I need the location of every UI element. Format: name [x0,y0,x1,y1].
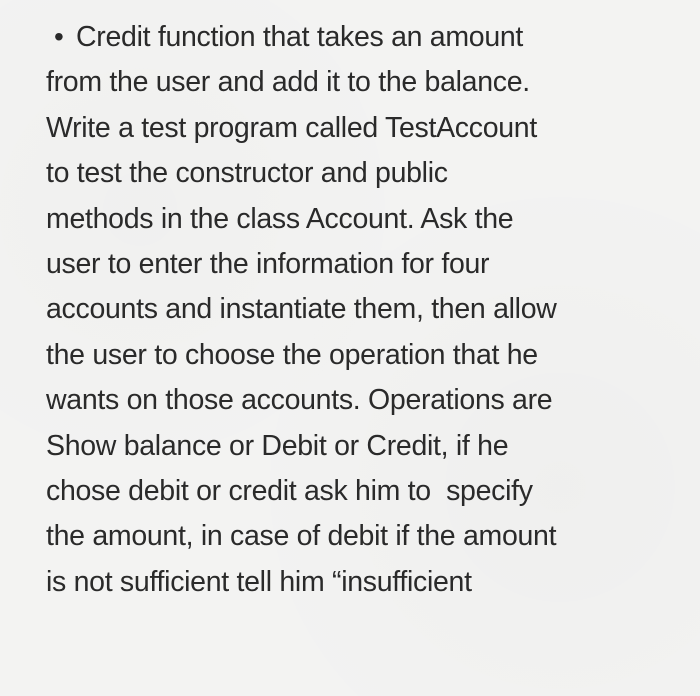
text-line-1 [46,14,686,60]
text-line-6: user to enter the information for four [46,248,490,281]
text-line-4: to test the constructor and public [46,157,448,190]
text-line-5: methods in the class Account. Ask the [46,202,514,235]
text-line-12: the amount, in case of debit if the amount [46,520,557,553]
line-1-text: Credit function that takes an amount [76,21,524,53]
text-line-8: the user to choose the operation that he [46,338,538,371]
text-line-13: is not sufficient tell him “insufficient [46,565,472,598]
text-line-9: wants on those accounts. Operations are [46,384,553,417]
text-line-2: from the user and add it to the balance. [46,66,530,99]
text-line-3: Write a test program called TestAccount [46,111,537,144]
note-text-block [46,14,686,605]
bullet-point: • [54,21,64,52]
text-line-11: chose debit or credit ask him to specify [46,475,533,508]
text-line-7: accounts and instantiate them, then allow [46,293,557,326]
text-line-10: Show balance or Debit or Credit, if he [46,429,509,462]
